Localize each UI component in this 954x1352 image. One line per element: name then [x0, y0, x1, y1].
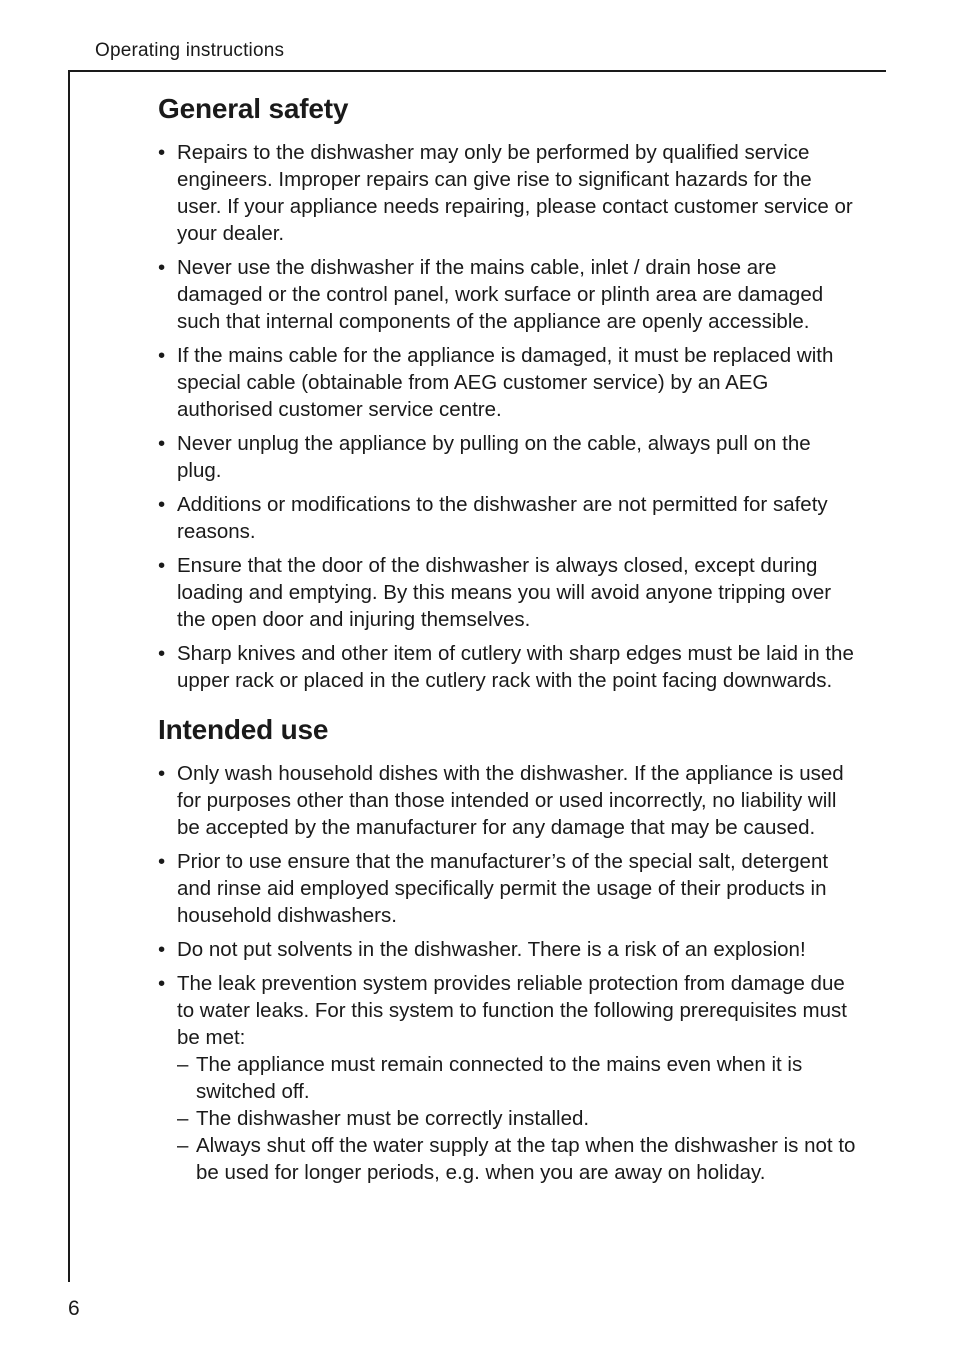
margin-rule [68, 70, 70, 1282]
list-item: • Prior to use ensure that the manufacturer’s of the special salt, detergent and rinse aid employed specifically permit the usage of their products in household dishwashers. [158, 848, 858, 929]
section-title-general-safety: General safety [158, 93, 349, 124]
list-item: • Never unplug the appliance by pulling on the cable, always pull on the plug. [158, 430, 858, 484]
page-content [158, 93, 858, 1193]
header-rule [68, 70, 886, 72]
running-header: Operating instructions [95, 40, 285, 61]
list-item-text: The leak prevention system provides reliable protection from damage due to water leaks. For this system to function the following prerequisites must be met: [177, 972, 847, 1049]
list-item: • Additions or modifications to the dishwasher are not permitted for safety reasons. [158, 491, 858, 545]
list-item-leak-prevention [158, 970, 858, 1186]
list-item: • Ensure that the door of the dishwasher is always closed, except during loading and emptying. By this means you will avoid anyone tripping over the open door and injuring themselves. [158, 552, 858, 633]
prerequisites-list [177, 1051, 858, 1186]
sub-list-item: – Always shut off the water supply at the tap when the dishwasher is not to be used for longer periods, e.g. when you are away on holiday. [177, 1132, 858, 1186]
list-item: • Sharp knives and other item of cutlery with sharp edges must be laid in the upper rack or placed in the cutlery rack with the point facing downwards. [158, 640, 858, 694]
list-item: • Only wash household dishes with the dishwasher. If the appliance is used for purposes other than those intended or used incorrectly, no liability will be accepted by the manufacturer for any damage that may be caused. [158, 760, 858, 841]
sub-list-item: – The dishwasher must be correctly installed. [177, 1105, 858, 1132]
list-item: • If the mains cable for the appliance is damaged, it must be replaced with special cable (obtainable from AEG customer service) by an AEG authorised customer service centre. [158, 342, 858, 423]
sub-list-item: – The appliance must remain connected to the mains even when it is switched off. [177, 1051, 858, 1105]
page-number: 6 [68, 1297, 80, 1320]
intended-use-list [158, 760, 858, 1186]
list-item: • Never use the dishwasher if the mains cable, inlet / drain hose are damaged or the control panel, work surface or plinth area are damaged such that internal components of the appliance are openly accessible. [158, 254, 858, 335]
general-safety-list [158, 139, 858, 694]
section-title-intended-use: Intended use [158, 714, 329, 745]
list-item: • Repairs to the dishwasher may only be performed by qualified service engineers. Improper repairs can give rise to significant hazards for the user. If your appliance needs repairing, please contact customer service or your dealer. [158, 139, 858, 247]
list-item: • Do not put solvents in the dishwasher. There is a risk of an explosion! [158, 936, 858, 963]
